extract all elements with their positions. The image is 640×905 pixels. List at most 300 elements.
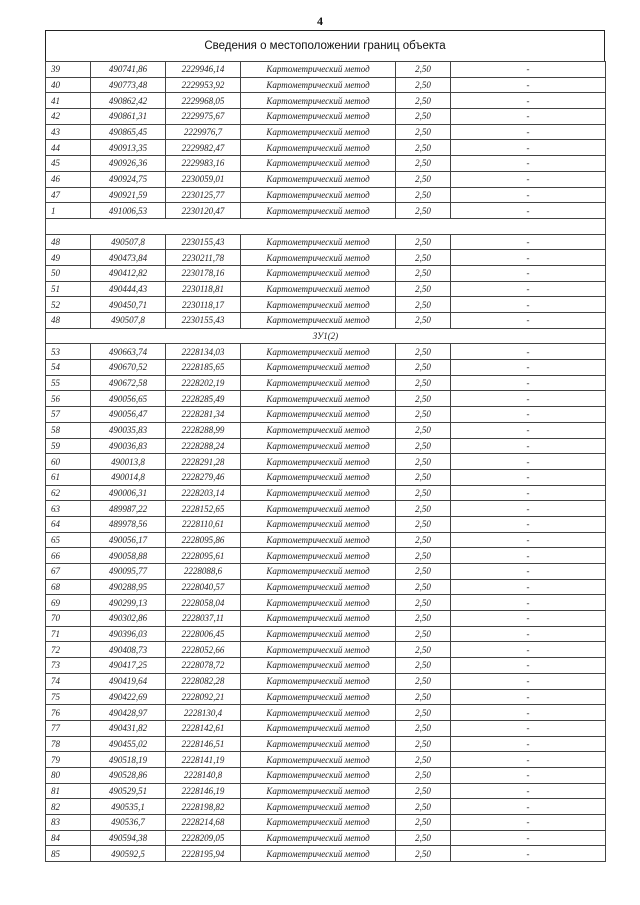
point-number-cell: 58 — [46, 422, 91, 438]
coord-x-cell: 490507,8 — [91, 313, 166, 329]
note-cell: - — [451, 265, 606, 281]
method-cell: Картометрический метод — [241, 626, 396, 642]
point-number-cell: 71 — [46, 626, 91, 642]
point-number-cell: 62 — [46, 485, 91, 501]
point-number-cell: 1 — [46, 203, 91, 219]
note-cell: - — [451, 705, 606, 721]
point-number-cell: 48 — [46, 234, 91, 250]
coord-y-cell: 2228279,46 — [166, 469, 241, 485]
method-cell: Картометрический метод — [241, 736, 396, 752]
group-label-row — [46, 328, 606, 344]
accuracy-cell: 2,50 — [396, 752, 451, 768]
coord-x-cell: 490056,17 — [91, 532, 166, 548]
note-cell: - — [451, 360, 606, 376]
coord-x-cell: 490518,19 — [91, 752, 166, 768]
point-number-cell: 59 — [46, 438, 91, 454]
table-row — [46, 62, 606, 78]
table-row — [46, 360, 606, 376]
method-cell: Картометрический метод — [241, 140, 396, 156]
coord-x-cell: 491006,53 — [91, 203, 166, 219]
coord-y-cell: 2229946,14 — [166, 62, 241, 78]
point-number-cell: 45 — [46, 156, 91, 172]
method-cell: Картометрический метод — [241, 564, 396, 580]
table-row — [46, 313, 606, 329]
method-cell: Картометрический метод — [241, 815, 396, 831]
method-cell: Картометрический метод — [241, 156, 396, 172]
table-row — [46, 846, 606, 862]
accuracy-cell: 2,50 — [396, 124, 451, 140]
note-cell: - — [451, 501, 606, 517]
point-number-cell: 80 — [46, 767, 91, 783]
accuracy-cell: 2,50 — [396, 783, 451, 799]
point-number-cell: 40 — [46, 77, 91, 93]
table-row — [46, 705, 606, 721]
table-row — [46, 548, 606, 564]
accuracy-cell: 2,50 — [396, 203, 451, 219]
coord-y-cell: 2228288,99 — [166, 422, 241, 438]
point-number-cell: 63 — [46, 501, 91, 517]
table-row — [46, 454, 606, 470]
accuracy-cell: 2,50 — [396, 156, 451, 172]
method-cell: Картометрический метод — [241, 705, 396, 721]
point-number-cell: 69 — [46, 595, 91, 611]
method-cell: Картометрический метод — [241, 658, 396, 674]
method-cell: Картометрический метод — [241, 548, 396, 564]
point-number-cell: 84 — [46, 830, 91, 846]
point-number-cell: 67 — [46, 564, 91, 580]
table-row — [46, 391, 606, 407]
note-cell: - — [451, 375, 606, 391]
note-cell: - — [451, 77, 606, 93]
coord-x-cell: 490663,74 — [91, 344, 166, 360]
coord-y-cell: 2230118,81 — [166, 281, 241, 297]
point-number-cell: 39 — [46, 62, 91, 78]
coord-x-cell: 490670,52 — [91, 360, 166, 376]
accuracy-cell: 2,50 — [396, 234, 451, 250]
coord-x-cell: 490913,35 — [91, 140, 166, 156]
table-row — [46, 77, 606, 93]
table-row — [46, 375, 606, 391]
coord-y-cell: 2230120,47 — [166, 203, 241, 219]
accuracy-cell: 2,50 — [396, 422, 451, 438]
accuracy-cell: 2,50 — [396, 140, 451, 156]
coord-x-cell: 490528,86 — [91, 767, 166, 783]
point-number-cell: 64 — [46, 516, 91, 532]
accuracy-cell: 2,50 — [396, 815, 451, 831]
table-row — [46, 611, 606, 627]
method-cell: Картометрический метод — [241, 375, 396, 391]
table-row — [46, 689, 606, 705]
note-cell: - — [451, 171, 606, 187]
note-cell: - — [451, 548, 606, 564]
coord-y-cell: 2228185,65 — [166, 360, 241, 376]
coordinates-table-body — [46, 62, 606, 862]
accuracy-cell: 2,50 — [396, 109, 451, 125]
coord-y-cell: 2228202,19 — [166, 375, 241, 391]
accuracy-cell: 2,50 — [396, 767, 451, 783]
method-cell: Картометрический метод — [241, 642, 396, 658]
coord-x-cell: 489978,56 — [91, 516, 166, 532]
note-cell: - — [451, 438, 606, 454]
note-cell: - — [451, 846, 606, 862]
note-cell: - — [451, 454, 606, 470]
coord-x-cell: 490035,83 — [91, 422, 166, 438]
coord-y-cell: 2229983,16 — [166, 156, 241, 172]
point-number-cell: 44 — [46, 140, 91, 156]
coord-x-cell: 490592,5 — [91, 846, 166, 862]
coord-x-cell: 490419,64 — [91, 673, 166, 689]
coordinates-table — [45, 61, 606, 862]
coord-y-cell: 2228037,11 — [166, 611, 241, 627]
table-row — [46, 783, 606, 799]
coord-x-cell: 490507,8 — [91, 234, 166, 250]
point-number-cell: 66 — [46, 548, 91, 564]
note-cell: - — [451, 611, 606, 627]
table-row — [46, 281, 606, 297]
accuracy-cell: 2,50 — [396, 736, 451, 752]
point-number-cell: 43 — [46, 124, 91, 140]
table-title: Сведения о местоположении границ объекта — [45, 30, 605, 61]
point-number-cell: 72 — [46, 642, 91, 658]
note-cell: - — [451, 720, 606, 736]
point-number-cell: 51 — [46, 281, 91, 297]
coord-y-cell: 2228214,68 — [166, 815, 241, 831]
coord-x-cell: 490058,88 — [91, 548, 166, 564]
table-row — [46, 642, 606, 658]
method-cell: Картометрический метод — [241, 265, 396, 281]
coord-y-cell: 2228095,61 — [166, 548, 241, 564]
note-cell: - — [451, 187, 606, 203]
coord-x-cell: 490594,38 — [91, 830, 166, 846]
point-number-cell: 73 — [46, 658, 91, 674]
coord-x-cell: 490444,43 — [91, 281, 166, 297]
accuracy-cell: 2,50 — [396, 501, 451, 517]
accuracy-cell: 2,50 — [396, 344, 451, 360]
note-cell: - — [451, 689, 606, 705]
accuracy-cell: 2,50 — [396, 187, 451, 203]
method-cell: Картометрический метод — [241, 313, 396, 329]
group-separator — [46, 218, 606, 234]
table-row — [46, 564, 606, 580]
coord-y-cell: 2228058,04 — [166, 595, 241, 611]
table-row — [46, 469, 606, 485]
coord-x-cell: 490299,13 — [91, 595, 166, 611]
table-row — [46, 344, 606, 360]
coord-x-cell: 490396,03 — [91, 626, 166, 642]
accuracy-cell: 2,50 — [396, 799, 451, 815]
accuracy-cell: 2,50 — [396, 548, 451, 564]
accuracy-cell: 2,50 — [396, 391, 451, 407]
table-row — [46, 485, 606, 501]
table-row — [46, 407, 606, 423]
note-cell: - — [451, 815, 606, 831]
table-row — [46, 501, 606, 517]
coord-x-cell: 490095,77 — [91, 564, 166, 580]
coord-y-cell: 2228082,28 — [166, 673, 241, 689]
note-cell: - — [451, 391, 606, 407]
method-cell: Картометрический метод — [241, 595, 396, 611]
method-cell: Картометрический метод — [241, 407, 396, 423]
method-cell: Картометрический метод — [241, 579, 396, 595]
note-cell: - — [451, 642, 606, 658]
accuracy-cell: 2,50 — [396, 516, 451, 532]
accuracy-cell: 2,50 — [396, 689, 451, 705]
coord-y-cell: 2230125,77 — [166, 187, 241, 203]
table-row — [46, 297, 606, 313]
coord-x-cell: 490536,7 — [91, 815, 166, 831]
note-cell: - — [451, 407, 606, 423]
note-cell: - — [451, 156, 606, 172]
table-row — [46, 171, 606, 187]
coord-x-cell: 490473,84 — [91, 250, 166, 266]
point-number-cell: 42 — [46, 109, 91, 125]
table-row — [46, 187, 606, 203]
note-cell: - — [451, 830, 606, 846]
method-cell: Картометрический метод — [241, 344, 396, 360]
coord-y-cell: 2228291,28 — [166, 454, 241, 470]
method-cell: Картометрический метод — [241, 673, 396, 689]
coord-y-cell: 2228209,05 — [166, 830, 241, 846]
table-row — [46, 595, 606, 611]
accuracy-cell: 2,50 — [396, 407, 451, 423]
table-row — [46, 109, 606, 125]
table-row — [46, 658, 606, 674]
coord-x-cell: 490302,86 — [91, 611, 166, 627]
accuracy-cell: 2,50 — [396, 265, 451, 281]
coord-x-cell: 490417,25 — [91, 658, 166, 674]
point-number-cell: 60 — [46, 454, 91, 470]
point-number-cell: 52 — [46, 297, 91, 313]
coord-x-cell: 490006,31 — [91, 485, 166, 501]
note-cell: - — [451, 281, 606, 297]
coord-x-cell: 490862,42 — [91, 93, 166, 109]
note-cell: - — [451, 579, 606, 595]
accuracy-cell: 2,50 — [396, 93, 451, 109]
accuracy-cell: 2,50 — [396, 595, 451, 611]
note-cell: - — [451, 595, 606, 611]
coord-x-cell: 490450,71 — [91, 297, 166, 313]
accuracy-cell: 2,50 — [396, 313, 451, 329]
accuracy-cell: 2,50 — [396, 297, 451, 313]
accuracy-cell: 2,50 — [396, 438, 451, 454]
coord-y-cell: 2228092,21 — [166, 689, 241, 705]
method-cell: Картометрический метод — [241, 422, 396, 438]
note-cell: - — [451, 344, 606, 360]
method-cell: Картометрический метод — [241, 783, 396, 799]
note-cell: - — [451, 234, 606, 250]
coord-y-cell: 2228006,45 — [166, 626, 241, 642]
coord-y-cell: 2228110,61 — [166, 516, 241, 532]
accuracy-cell: 2,50 — [396, 250, 451, 266]
accuracy-cell: 2,50 — [396, 62, 451, 78]
accuracy-cell: 2,50 — [396, 532, 451, 548]
coord-y-cell: 2228281,34 — [166, 407, 241, 423]
table-row — [46, 156, 606, 172]
method-cell: Картометрический метод — [241, 93, 396, 109]
table-row — [46, 250, 606, 266]
point-number-cell: 56 — [46, 391, 91, 407]
coord-x-cell: 490921,59 — [91, 187, 166, 203]
table-row — [46, 234, 606, 250]
coord-y-cell: 2228142,61 — [166, 720, 241, 736]
accuracy-cell: 2,50 — [396, 564, 451, 580]
point-number-cell: 79 — [46, 752, 91, 768]
table-row — [46, 532, 606, 548]
coord-y-cell: 2228134,03 — [166, 344, 241, 360]
method-cell: Картометрический метод — [241, 454, 396, 470]
method-cell: Картометрический метод — [241, 720, 396, 736]
coord-x-cell: 490056,47 — [91, 407, 166, 423]
table-row — [46, 752, 606, 768]
method-cell: Картометрический метод — [241, 124, 396, 140]
accuracy-cell: 2,50 — [396, 705, 451, 721]
point-number-cell: 55 — [46, 375, 91, 391]
note-cell: - — [451, 516, 606, 532]
accuracy-cell: 2,50 — [396, 579, 451, 595]
coord-y-cell: 2230155,43 — [166, 234, 241, 250]
group-label: ЗУ1(2) — [46, 328, 606, 344]
coord-x-cell: 490412,82 — [91, 265, 166, 281]
point-number-cell: 81 — [46, 783, 91, 799]
table-row — [46, 799, 606, 815]
method-cell: Картометрический метод — [241, 767, 396, 783]
note-cell: - — [451, 140, 606, 156]
point-number-cell: 82 — [46, 799, 91, 815]
accuracy-cell: 2,50 — [396, 830, 451, 846]
coord-x-cell: 490036,83 — [91, 438, 166, 454]
coord-y-cell: 2228195,94 — [166, 846, 241, 862]
accuracy-cell: 2,50 — [396, 658, 451, 674]
coord-x-cell: 490924,75 — [91, 171, 166, 187]
table-row — [46, 516, 606, 532]
coord-x-cell: 490926,36 — [91, 156, 166, 172]
table-row — [46, 673, 606, 689]
note-cell: - — [451, 736, 606, 752]
table-row — [46, 265, 606, 281]
note-cell: - — [451, 124, 606, 140]
coord-y-cell: 2228130,4 — [166, 705, 241, 721]
table-row — [46, 815, 606, 831]
coord-y-cell: 2228088,6 — [166, 564, 241, 580]
coord-y-cell: 2228146,51 — [166, 736, 241, 752]
coord-y-cell: 2228141,19 — [166, 752, 241, 768]
accuracy-cell: 2,50 — [396, 454, 451, 470]
point-number-cell: 77 — [46, 720, 91, 736]
accuracy-cell: 2,50 — [396, 360, 451, 376]
coord-y-cell: 2228095,86 — [166, 532, 241, 548]
note-cell: - — [451, 93, 606, 109]
coord-y-cell: 2228285,49 — [166, 391, 241, 407]
coord-y-cell: 2229982,47 — [166, 140, 241, 156]
point-number-cell: 46 — [46, 171, 91, 187]
point-number-cell: 48 — [46, 313, 91, 329]
note-cell: - — [451, 250, 606, 266]
coord-y-cell: 2229968,05 — [166, 93, 241, 109]
accuracy-cell: 2,50 — [396, 626, 451, 642]
point-number-cell: 53 — [46, 344, 91, 360]
method-cell: Картометрический метод — [241, 234, 396, 250]
method-cell: Картометрический метод — [241, 752, 396, 768]
point-number-cell: 78 — [46, 736, 91, 752]
coord-x-cell: 489987,22 — [91, 501, 166, 517]
coord-y-cell: 2230155,43 — [166, 313, 241, 329]
point-number-cell: 70 — [46, 611, 91, 627]
table-row — [46, 830, 606, 846]
point-number-cell: 85 — [46, 846, 91, 862]
accuracy-cell: 2,50 — [396, 673, 451, 689]
point-number-cell: 57 — [46, 407, 91, 423]
coord-x-cell: 490672,58 — [91, 375, 166, 391]
point-number-cell: 68 — [46, 579, 91, 595]
table-row — [46, 422, 606, 438]
coord-x-cell: 490408,73 — [91, 642, 166, 658]
note-cell: - — [451, 626, 606, 642]
coord-y-cell: 2230178,16 — [166, 265, 241, 281]
coord-x-cell: 490014,8 — [91, 469, 166, 485]
method-cell: Картометрический метод — [241, 611, 396, 627]
note-cell: - — [451, 485, 606, 501]
accuracy-cell: 2,50 — [396, 611, 451, 627]
coord-y-cell: 2228203,14 — [166, 485, 241, 501]
boundary-sheet — [45, 30, 605, 862]
table-row — [46, 720, 606, 736]
method-cell: Картометрический метод — [241, 187, 396, 203]
table-row — [46, 203, 606, 219]
coord-x-cell: 490431,82 — [91, 720, 166, 736]
coord-x-cell: 490056,65 — [91, 391, 166, 407]
coord-x-cell: 490535,1 — [91, 799, 166, 815]
method-cell: Картометрический метод — [241, 799, 396, 815]
coord-y-cell: 2229953,92 — [166, 77, 241, 93]
accuracy-cell: 2,50 — [396, 720, 451, 736]
group-separator-row — [46, 218, 606, 234]
coord-x-cell: 490865,45 — [91, 124, 166, 140]
note-cell: - — [451, 532, 606, 548]
coord-x-cell: 490013,8 — [91, 454, 166, 470]
note-cell: - — [451, 469, 606, 485]
table-row — [46, 767, 606, 783]
method-cell: Картометрический метод — [241, 689, 396, 705]
method-cell: Картометрический метод — [241, 77, 396, 93]
coord-y-cell: 2229975,67 — [166, 109, 241, 125]
point-number-cell: 49 — [46, 250, 91, 266]
note-cell: - — [451, 767, 606, 783]
coord-x-cell: 490529,51 — [91, 783, 166, 799]
coord-x-cell: 490455,02 — [91, 736, 166, 752]
coord-y-cell: 2228140,8 — [166, 767, 241, 783]
note-cell: - — [451, 203, 606, 219]
coord-y-cell: 2228288,24 — [166, 438, 241, 454]
accuracy-cell: 2,50 — [396, 77, 451, 93]
coord-y-cell: 2228146,19 — [166, 783, 241, 799]
coord-y-cell: 2228078,72 — [166, 658, 241, 674]
method-cell: Картометрический метод — [241, 516, 396, 532]
coord-x-cell: 490741,86 — [91, 62, 166, 78]
method-cell: Картометрический метод — [241, 297, 396, 313]
method-cell: Картометрический метод — [241, 171, 396, 187]
method-cell: Картометрический метод — [241, 532, 396, 548]
coord-y-cell: 2228052,66 — [166, 642, 241, 658]
table-row — [46, 626, 606, 642]
method-cell: Картометрический метод — [241, 830, 396, 846]
coord-y-cell: 2230059,01 — [166, 171, 241, 187]
method-cell: Картометрический метод — [241, 391, 396, 407]
note-cell: - — [451, 799, 606, 815]
method-cell: Картометрический метод — [241, 203, 396, 219]
accuracy-cell: 2,50 — [396, 642, 451, 658]
coord-y-cell: 2228198,82 — [166, 799, 241, 815]
point-number-cell: 83 — [46, 815, 91, 831]
